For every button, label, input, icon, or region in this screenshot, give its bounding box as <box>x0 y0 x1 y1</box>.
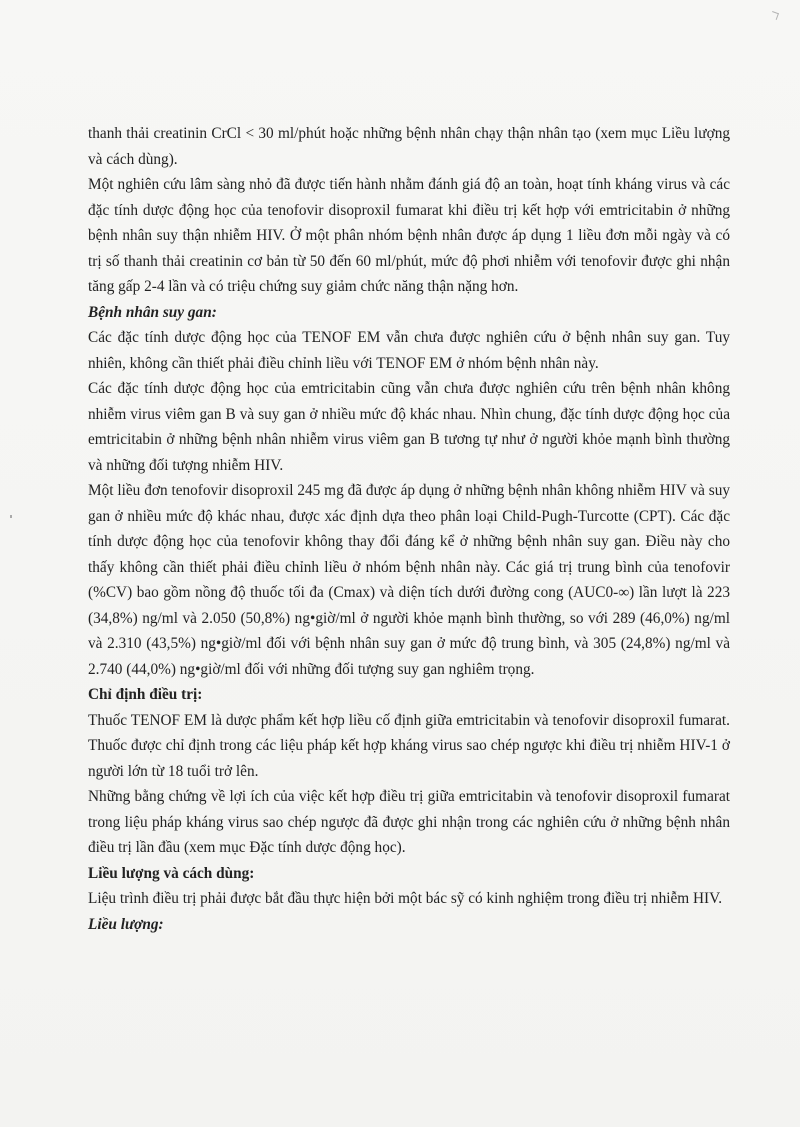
paragraph-indications-2: Những bằng chứng về lợi ích của việc kết hợp điều trị giữa emtricitabin và tenofovir disoproxil fumarat trong liệu pháp kháng virus sao chép ngược đã được ghi nhận trong các nghiên cứu ở những bệnh nhân điều trị lần đầu (xem mục Đặc tính dược động học). <box>88 788 730 856</box>
heading-dose: Liều lượng: <box>88 915 164 933</box>
paragraph-hepatic-emtricitabin: Các đặc tính dược động học của emtricitabin cũng vẫn chưa được nghiên cứu trên bệnh nhân không nhiễm virus viêm gan B và suy gan ở nhiều mức độ khác nhau. Nhìn chung, đặc tính dược động học của emtricitabin ở những bệnh nhân nhiễm virus viêm gan B tương tự như ở người khỏe mạnh bình thường và những đối tượng nhiễm HIV. <box>88 380 730 474</box>
paragraph-hepatic-tenofovir <box>88 478 730 682</box>
scan-mark-icon <box>770 11 779 20</box>
heading-hepatic-impairment: Bệnh nhân suy gan: <box>88 303 217 321</box>
heading-dosage: Liều lượng và cách dùng: <box>88 864 255 882</box>
paragraph-indications-1: Thuốc TENOF EM là dược phẩm kết hợp liều cố định giữa emtricitabin và tenofovir disoproxil fumarat. Thuốc được chỉ định trong các liệu pháp kết hợp kháng virus sao chép ngược khi điều trị nhiễm HIV-1 ở người lớn từ 18 tuổi trở lên. <box>88 711 730 780</box>
paragraph-renal-study: Một nghiên cứu lâm sàng nhỏ đã được tiến hành nhằm đánh giá độ an toàn, hoạt tính kháng virus và các đặc tính dược động học của tenofovir disoproxil fumarat khi điều trị kết hợp với emtricitabin ở những bệnh nhân suy thận nhiễm HIV. Ở một phân nhóm bệnh nhân được áp dụng 1 liều đơn mỗi ngày và có trị số thanh thải creatinin cơ bản từ 50 đến 60 ml/phút, mức độ phơi nhiễm với tenofovir được ghi nhận tăng gấp 2-4 lần và có triệu chứng suy giảm chức năng thận nặng hơn. <box>88 176 730 295</box>
document-body <box>88 121 730 937</box>
paragraph-dosage-1: Liệu trình điều trị phải được bắt đầu thực hiện bởi một bác sỹ có kinh nghiệm trong điều trị nhiễm HIV. <box>88 890 723 907</box>
paragraph-hepatic-tenof: Các đặc tính dược động học của TENOF EM vẫn chưa được nghiên cứu ở bệnh nhân suy gan. Tuy nhiên, không cần thiết phải điều chỉnh liều với TENOF EM ở nhóm bệnh nhân này. <box>88 329 730 372</box>
paragraph-hepatic-tenofovir-text: Một liều đơn tenofovir disoproxil 245 mg đã được áp dụng ở những bệnh nhân không nhiễm HIV và suy gan ở nhiều mức độ khác nhau, được xác định dựa theo phân loại Child-Pugh-Turcotte (CPT). Các đặc tính dược động học của tenofovir không thay đổi đáng kể ở những bệnh nhân suy gan. Điều này cho thấy không cần thiết phải điều chỉnh liều ở nhóm bệnh nhân này. Các giá trị trung bình của tenofovir (%CV) bao gồm nồng độ thuốc tối đa (Cmax) và diện tích dưới đường cong (AUC0-∞) lần lượt là 223 (34,8%) ng/ml và 2.050 (50,8%) ng•giờ/ml ở người khỏe mạnh bình thường, so với 289 (46,0%) ng/ml và 2.310 (43,5%) ng•giờ/ml đối với bệnh nhân suy gan ở mức độ trung bình, và 305 (24,8%) ng/ml và 2.740 (44,0%) ng•giờ/ml đối với những đối tượng suy gan nghiêm trọng. <box>88 482 730 678</box>
heading-indications: Chỉ định điều trị: <box>88 686 203 703</box>
scan-speck-icon <box>10 515 12 518</box>
paragraph-renal-tail: thanh thải creatinin CrCl < 30 ml/phút hoặc những bệnh nhân chạy thận nhân tạo (xem mục Liều lượng và cách dùng). <box>88 125 730 168</box>
